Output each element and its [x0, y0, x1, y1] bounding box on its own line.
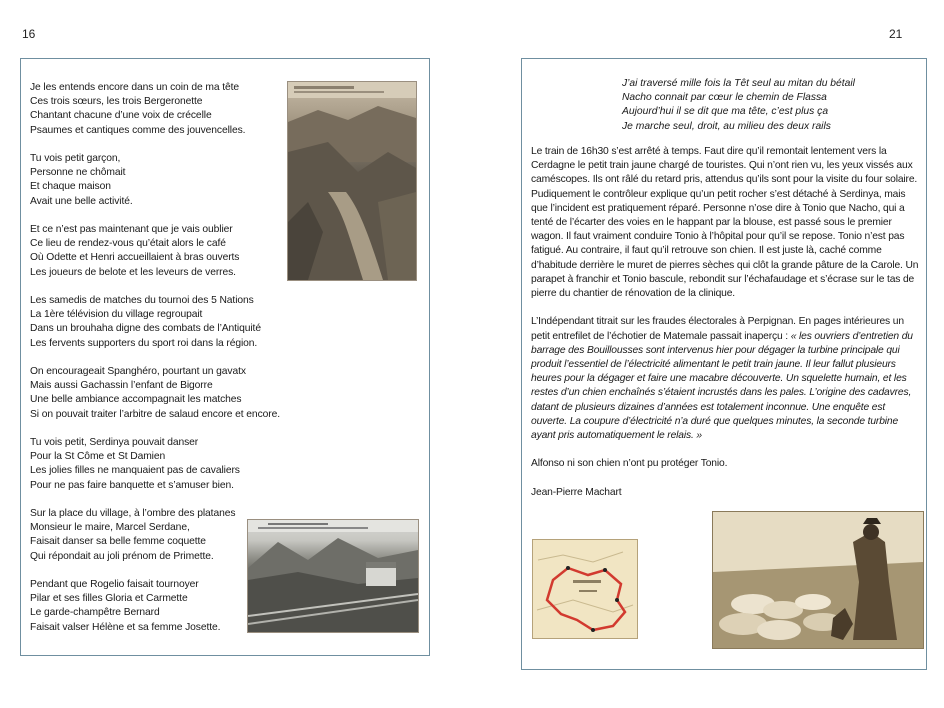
poem-line: Mais aussi Gachassin l’enfant de Bigorre [30, 380, 213, 392]
poem-line: Les fervents supporters du sport roi dans la région. [30, 337, 258, 349]
poem-line: Le garde-champêtre Bernard [30, 607, 160, 619]
poem-line: Avait une belle activité. [30, 195, 133, 207]
poem-line: Faisait danser sa belle femme coquette [30, 536, 206, 548]
shepherd-painting-image [712, 511, 924, 649]
newspaper-quote: « les ouvriers d’entretien du barrage des Bouillousses sont intervenus hier pour dégager la turbine principale qui produit l’essentiel de l’électricité alimentant le petit train jaune. Il leur fallut plusieurs heures pour la dégager et faire une macabre découverte. Un squelette humain, et les restes d’un chien enchaînés s’étaient incrustés dans les pales. L’origine des cadavres, datant de plusieurs dizaines d’années est totalement inconnue. Une enquête est ouverte. La coupure d’électricité n’a duré que quelques minutes, la seconde turbine ayant pris automatiquement le relais. » [531, 330, 913, 442]
epigraph-line: Aujourd’hui il se dit que ma tête, c’est plus ça [622, 106, 829, 118]
poem-line: Pour ne pas faire banquette et s’amuser bien. [30, 479, 234, 491]
poem-line: Pilar et ses filles Gloria et Carmette [30, 593, 188, 605]
paragraph-conclusion: Alfonso ni son chien n’ont pu protéger Tonio. [531, 458, 728, 470]
poem-line: Si on pouvait traiter l’arbitre de salaud encore et encore. [30, 408, 280, 420]
epigraph-poem [622, 77, 922, 134]
poem-line: Monsieur le maire, Marcel Serdane, [30, 522, 190, 534]
poem-line: Qui répondait au joli prénom de Primette. [30, 550, 214, 562]
poem-line: Dans un brouhaha digne des combats de l’Antiquité [30, 323, 261, 335]
poem-line: On encourageait Spanghéro, pourtant un gavatx [30, 366, 246, 377]
epigraph-line: Je marche seul, droit, au milieu des deux rails [622, 120, 831, 132]
poem-line: La 1ère télévision du village regroupait [30, 309, 203, 321]
poem-line: Tu vois petit, Serdinya pouvait danser [30, 437, 199, 448]
poem-stanza [30, 294, 430, 351]
poem-line: Pendant que Rogelio faisait tournoyer [30, 579, 199, 590]
postcard-photo-railway [247, 519, 419, 633]
poem-line: Sur la place du village, à l’ombre des platanes [30, 508, 236, 519]
poem-line: Tu vois petit garçon, [30, 153, 121, 164]
right-page-frame [521, 58, 927, 670]
poem-line: Chantant chacune d’une voix de crécelle [30, 110, 212, 122]
poem-line: Pour la St Côme et St Damien [30, 451, 166, 463]
poem-stanza [30, 436, 430, 493]
poem-line: Personne ne chômait [30, 167, 126, 179]
newspaper-intro: L’Indépendant titrait sur les fraudes électorales à Perpignan. En pages intérieures un petit entrefilet de l’échotier de Matemale passait inaperçu : [531, 316, 904, 342]
left-page-frame [20, 58, 430, 656]
author-signature: Jean-Pierre Machart [531, 486, 622, 498]
postcard-photo-valley [287, 81, 417, 281]
paragraph-newspaper [531, 315, 921, 443]
poem-line: Et chaque maison [30, 181, 111, 193]
story-text [531, 145, 921, 500]
route-map-image [532, 539, 638, 639]
poem-line: Une belle ambiance accompagnait les matches [30, 394, 242, 406]
epigraph-line: J’ai traversé mille fois la Têt seul au mitan du bétail [622, 78, 855, 89]
right-page-number: 21 [889, 27, 903, 41]
poem-line: Où Odette et Henri accueillaient à bras ouverts [30, 252, 240, 264]
poem-line: Psaumes et cantiques comme des jouvencelles. [30, 124, 246, 136]
paragraph-train: Le train de 16h30 s’est arrêté à temps. Faut dire qu’il remontait lentement vers la Cerdagne le petit train jaune chargé de touristes. Qui n’ont rien vu, les yeux vissés aux caméscopes. Ils ont râlé du retard pris, attendus qu’ils sont pour la visite du four solaire. Pudiquement le contrôleur explique qu’un petit rocher s’est détaché à Serdinya, mais que l’incident est pratiquement réparé. Personne n’ose dire à Tonio que Nacho, qui a tenté de l’écarter des voies en le happant par la blouse, est passé sous le premier wagon. Il faut vraiment conduire Tonio à l’hôpital pour qu’il se repose. Tonio n’est pas fatigué. Au contraire, il faut qu’il retrouve son chien. Il est juste là, caché comme d’habitude derrière le muret de pierres sèches qui clôt la grande pâture de la Carole. Un parapet à franchir et Tonio bascule, rebondit sur l’échafaudage et s’écrase sur le tas de pierre du chantier de rénovation de la clinique. [531, 146, 919, 300]
poem-stanza [30, 365, 430, 422]
poem-line: Et ce n’est pas maintenant que je vais oublier [30, 224, 233, 235]
poem-line: Faisait valser Hélène et sa femme Josette. [30, 621, 221, 633]
left-page-number: 16 [22, 27, 36, 41]
poem-line: Je les entends encore dans un coin de ma tête [30, 82, 240, 93]
poem-line: Les jolies filles ne manquaient pas de cavaliers [30, 465, 240, 477]
poem-line: Ce lieu de rendez-vous qu’était alors le café [30, 238, 226, 250]
epigraph-line: Nacho connait par cœur le chemin de Flassa [622, 92, 827, 104]
poem-line: Ces trois sœurs, les trois Bergeronette [30, 96, 203, 108]
poem-line: Les joueurs de belote et les leveurs de verres. [30, 266, 236, 278]
poem-line: Les samedis de matches du tournoi des 5 Nations [30, 295, 254, 306]
